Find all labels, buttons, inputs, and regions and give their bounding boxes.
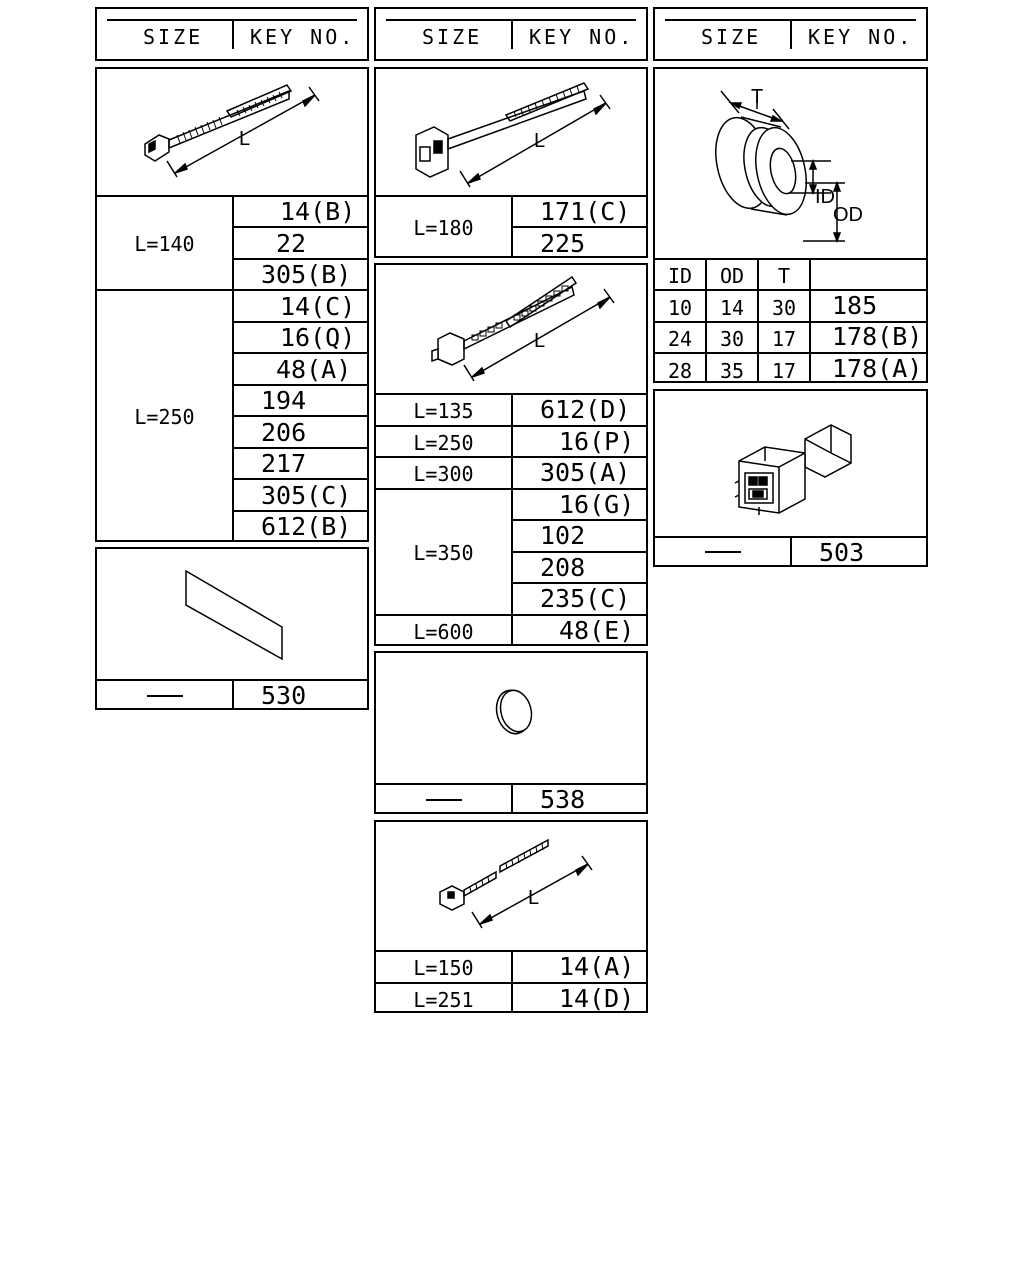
cable-tie-1-illustration [97, 69, 367, 194]
no-size-dash [147, 695, 183, 697]
col-header-id: ID [667, 264, 693, 288]
tape-illustration [97, 549, 367, 679]
key-cell: 178(A) [832, 354, 923, 383]
key-cell: 612(D) [540, 395, 631, 424]
header-col3 [653, 7, 928, 61]
size-cell: L=300 [413, 462, 474, 486]
size-cell: L=250 [413, 431, 474, 455]
key-cell: 14(C) [280, 292, 356, 321]
key-cell: 225 [540, 229, 586, 258]
size-cell: L=251 [413, 988, 474, 1012]
size-header: SIZE [422, 25, 483, 49]
t-cell: 17 [771, 359, 797, 383]
key-cell: 14(D) [559, 984, 635, 1013]
no-size-dash [426, 799, 462, 801]
id-cell: 10 [667, 296, 693, 320]
key-cell: 235(C) [540, 584, 631, 613]
size-cell: L=350 [413, 541, 474, 565]
no-size-dash [705, 551, 741, 553]
cable-tie-3-illustration [376, 265, 646, 393]
key-cell: 16(P) [559, 427, 635, 456]
cable-tie-3-panel [374, 263, 648, 646]
key-cell: 305(A) [540, 458, 631, 487]
cable-tie-1-panel [95, 67, 369, 542]
dimension-id-label: ID [815, 186, 835, 208]
key-cell: 185 [832, 291, 878, 320]
key-cell: 538 [540, 785, 586, 814]
key-cell: 208 [540, 553, 586, 582]
key-cell: 22 [276, 229, 307, 258]
dimension-l-label: L [534, 330, 546, 352]
t-cell: 17 [771, 327, 797, 351]
size-cell: L=180 [413, 216, 474, 240]
key-cell: 48(E) [559, 616, 635, 645]
key-no-header: KEY NO. [529, 25, 635, 49]
header-col1 [95, 7, 369, 61]
size-cell: L=250 [134, 405, 195, 429]
od-cell: 30 [719, 327, 745, 351]
key-cell: 530 [261, 681, 307, 710]
cable-tie-4-illustration [376, 822, 646, 950]
key-cell: 14(B) [280, 197, 356, 226]
cable-tie-4-panel [374, 820, 648, 1013]
dimension-l-label: L [239, 128, 251, 150]
key-no-header: KEY NO. [808, 25, 914, 49]
key-cell: 305(B) [261, 260, 352, 289]
key-cell: 14(A) [559, 952, 635, 981]
key-cell: 194 [261, 386, 307, 415]
id-cell: 24 [667, 327, 693, 351]
cable-tie-2-panel [374, 67, 648, 258]
disc-illustration [376, 653, 646, 783]
dimension-l-label: L [534, 130, 546, 152]
size-cell: L=150 [413, 956, 474, 980]
key-cell: 16(G) [559, 490, 635, 519]
key-cell: 217 [261, 449, 307, 478]
od-cell: 14 [719, 296, 745, 320]
grommet-illustration [655, 69, 928, 259]
key-cell: 612(B) [261, 512, 352, 541]
size-cell: L=140 [134, 232, 195, 256]
size-cell: L=135 [413, 399, 474, 423]
connector-panel [653, 389, 928, 567]
connector-illustration [655, 391, 928, 536]
size-cell: L=600 [413, 620, 474, 644]
grommet-panel [653, 67, 928, 383]
disc-panel [374, 651, 648, 814]
key-cell: 178(B) [832, 322, 923, 351]
size-header: SIZE [701, 25, 762, 49]
key-no-header: KEY NO. [250, 25, 356, 49]
cable-tie-2-illustration [376, 69, 646, 194]
tape-panel [95, 547, 369, 710]
t-cell: 30 [771, 296, 797, 320]
col-header-od: OD [719, 264, 745, 288]
dimension-l-label: L [528, 887, 540, 909]
dimension-t-label: T [751, 86, 764, 108]
key-cell: 171(C) [540, 197, 631, 226]
od-cell: 35 [719, 359, 745, 383]
dimension-od-label: OD [833, 204, 863, 226]
size-header: SIZE [143, 25, 204, 49]
key-cell: 102 [540, 521, 586, 550]
header-col2 [374, 7, 648, 61]
id-cell: 28 [667, 359, 693, 383]
col-header-t: T [777, 264, 791, 288]
key-cell: 305(C) [261, 481, 352, 510]
key-cell: 503 [819, 538, 865, 567]
key-cell: 206 [261, 418, 307, 447]
key-cell: 16(Q) [280, 323, 356, 352]
key-cell: 48(A) [276, 355, 352, 384]
